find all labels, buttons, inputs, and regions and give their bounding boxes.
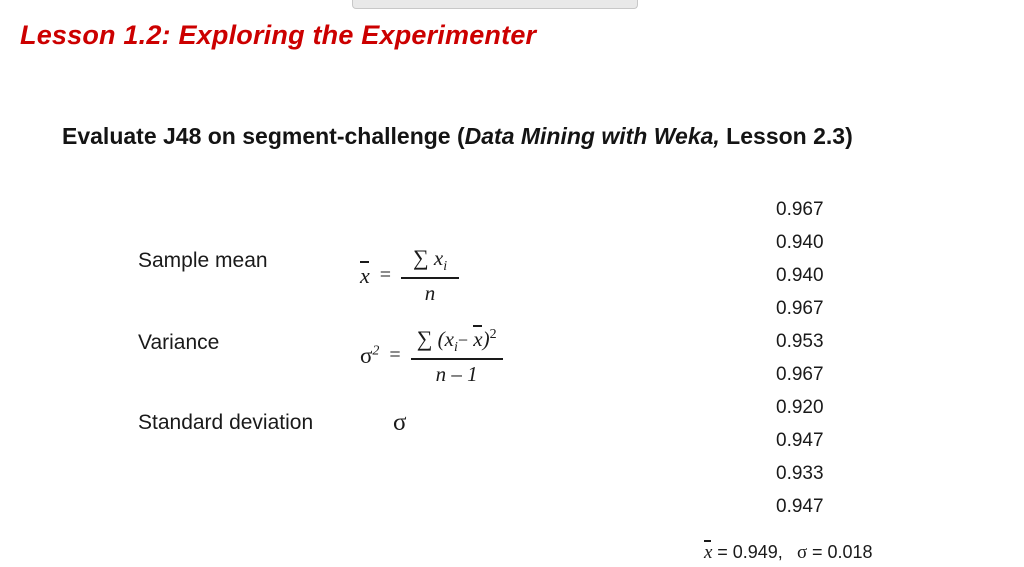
fraction-numerator-variance — [411, 325, 503, 358]
summary-sigma-value: = 0.018 — [812, 542, 873, 562]
formula-row-standard-deviation — [138, 411, 313, 435]
summation-icon-variance: ∑ — [416, 326, 433, 351]
x-bar-symbol: x — [360, 263, 370, 289]
formula-sample-mean-equation — [360, 245, 459, 306]
minus-sign: − — [457, 330, 468, 350]
result-value: 0.967 — [776, 199, 824, 220]
result-value: 0.920 — [776, 397, 824, 418]
formula-label-variance: Variance — [138, 331, 220, 354]
equals-sign: = — [379, 263, 392, 286]
fraction-denominator: n — [424, 280, 436, 305]
result-value: 0.940 — [776, 232, 824, 253]
formula-row-variance — [138, 331, 219, 355]
x-bar-symbol-variance: x — [473, 327, 483, 351]
formula-variance-equation — [360, 325, 503, 387]
result-value: 0.940 — [776, 265, 824, 286]
result-value: 0.947 — [776, 430, 824, 451]
subtitle-italic: Data Mining with Weka, — [464, 123, 720, 149]
results-column — [776, 193, 824, 523]
fraction-mean — [401, 245, 459, 306]
formula-label-sample-mean: Sample mean — [138, 249, 268, 272]
formula-row-sample-mean — [138, 249, 268, 273]
summary-mean-value: = 0.949, — [717, 542, 783, 562]
x-i-subscript: i — [443, 259, 448, 275]
subtitle-part2: Lesson 2.3) — [719, 123, 853, 149]
fraction-numerator — [407, 245, 453, 277]
sigma-glyph: σ — [360, 342, 373, 368]
equals-sign-variance: = — [389, 344, 401, 367]
page-title: Lesson 1.2: Exploring the Experimenter — [20, 20, 537, 50]
paren-close: ) — [482, 327, 490, 351]
x-i-subscript-variance: i — [453, 340, 458, 356]
results-summary — [704, 540, 873, 564]
result-value: 0.947 — [776, 496, 824, 517]
sigma-exponent: 2 — [372, 343, 380, 359]
result-value: 0.953 — [776, 331, 824, 352]
formula-standard-deviation-symbol: σ — [393, 409, 407, 436]
x-i-base: x — [433, 246, 444, 270]
square-exponent: 2 — [489, 327, 497, 342]
summation-icon: ∑ — [412, 245, 429, 270]
summary-mean-symbol: x — [704, 542, 713, 563]
fraction-variance — [411, 325, 503, 387]
result-value: 0.933 — [776, 463, 824, 484]
result-value: 0.967 — [776, 298, 824, 319]
window-tab-stub — [352, 0, 638, 9]
paren-open: ( — [437, 327, 445, 351]
formula-label-standard-deviation: Standard deviation — [138, 411, 314, 434]
result-value: 0.967 — [776, 364, 824, 385]
slide-canvas — [0, 9, 1024, 567]
slide-subtitle — [62, 123, 853, 150]
x-i-base-variance: x — [444, 327, 454, 351]
summary-sigma-symbol: σ — [797, 542, 808, 563]
subtitle-part1: Evaluate J48 on segment-challenge ( — [62, 123, 465, 149]
fraction-denominator-variance: n – 1 — [435, 361, 478, 386]
sigma-squared-symbol — [360, 343, 379, 369]
